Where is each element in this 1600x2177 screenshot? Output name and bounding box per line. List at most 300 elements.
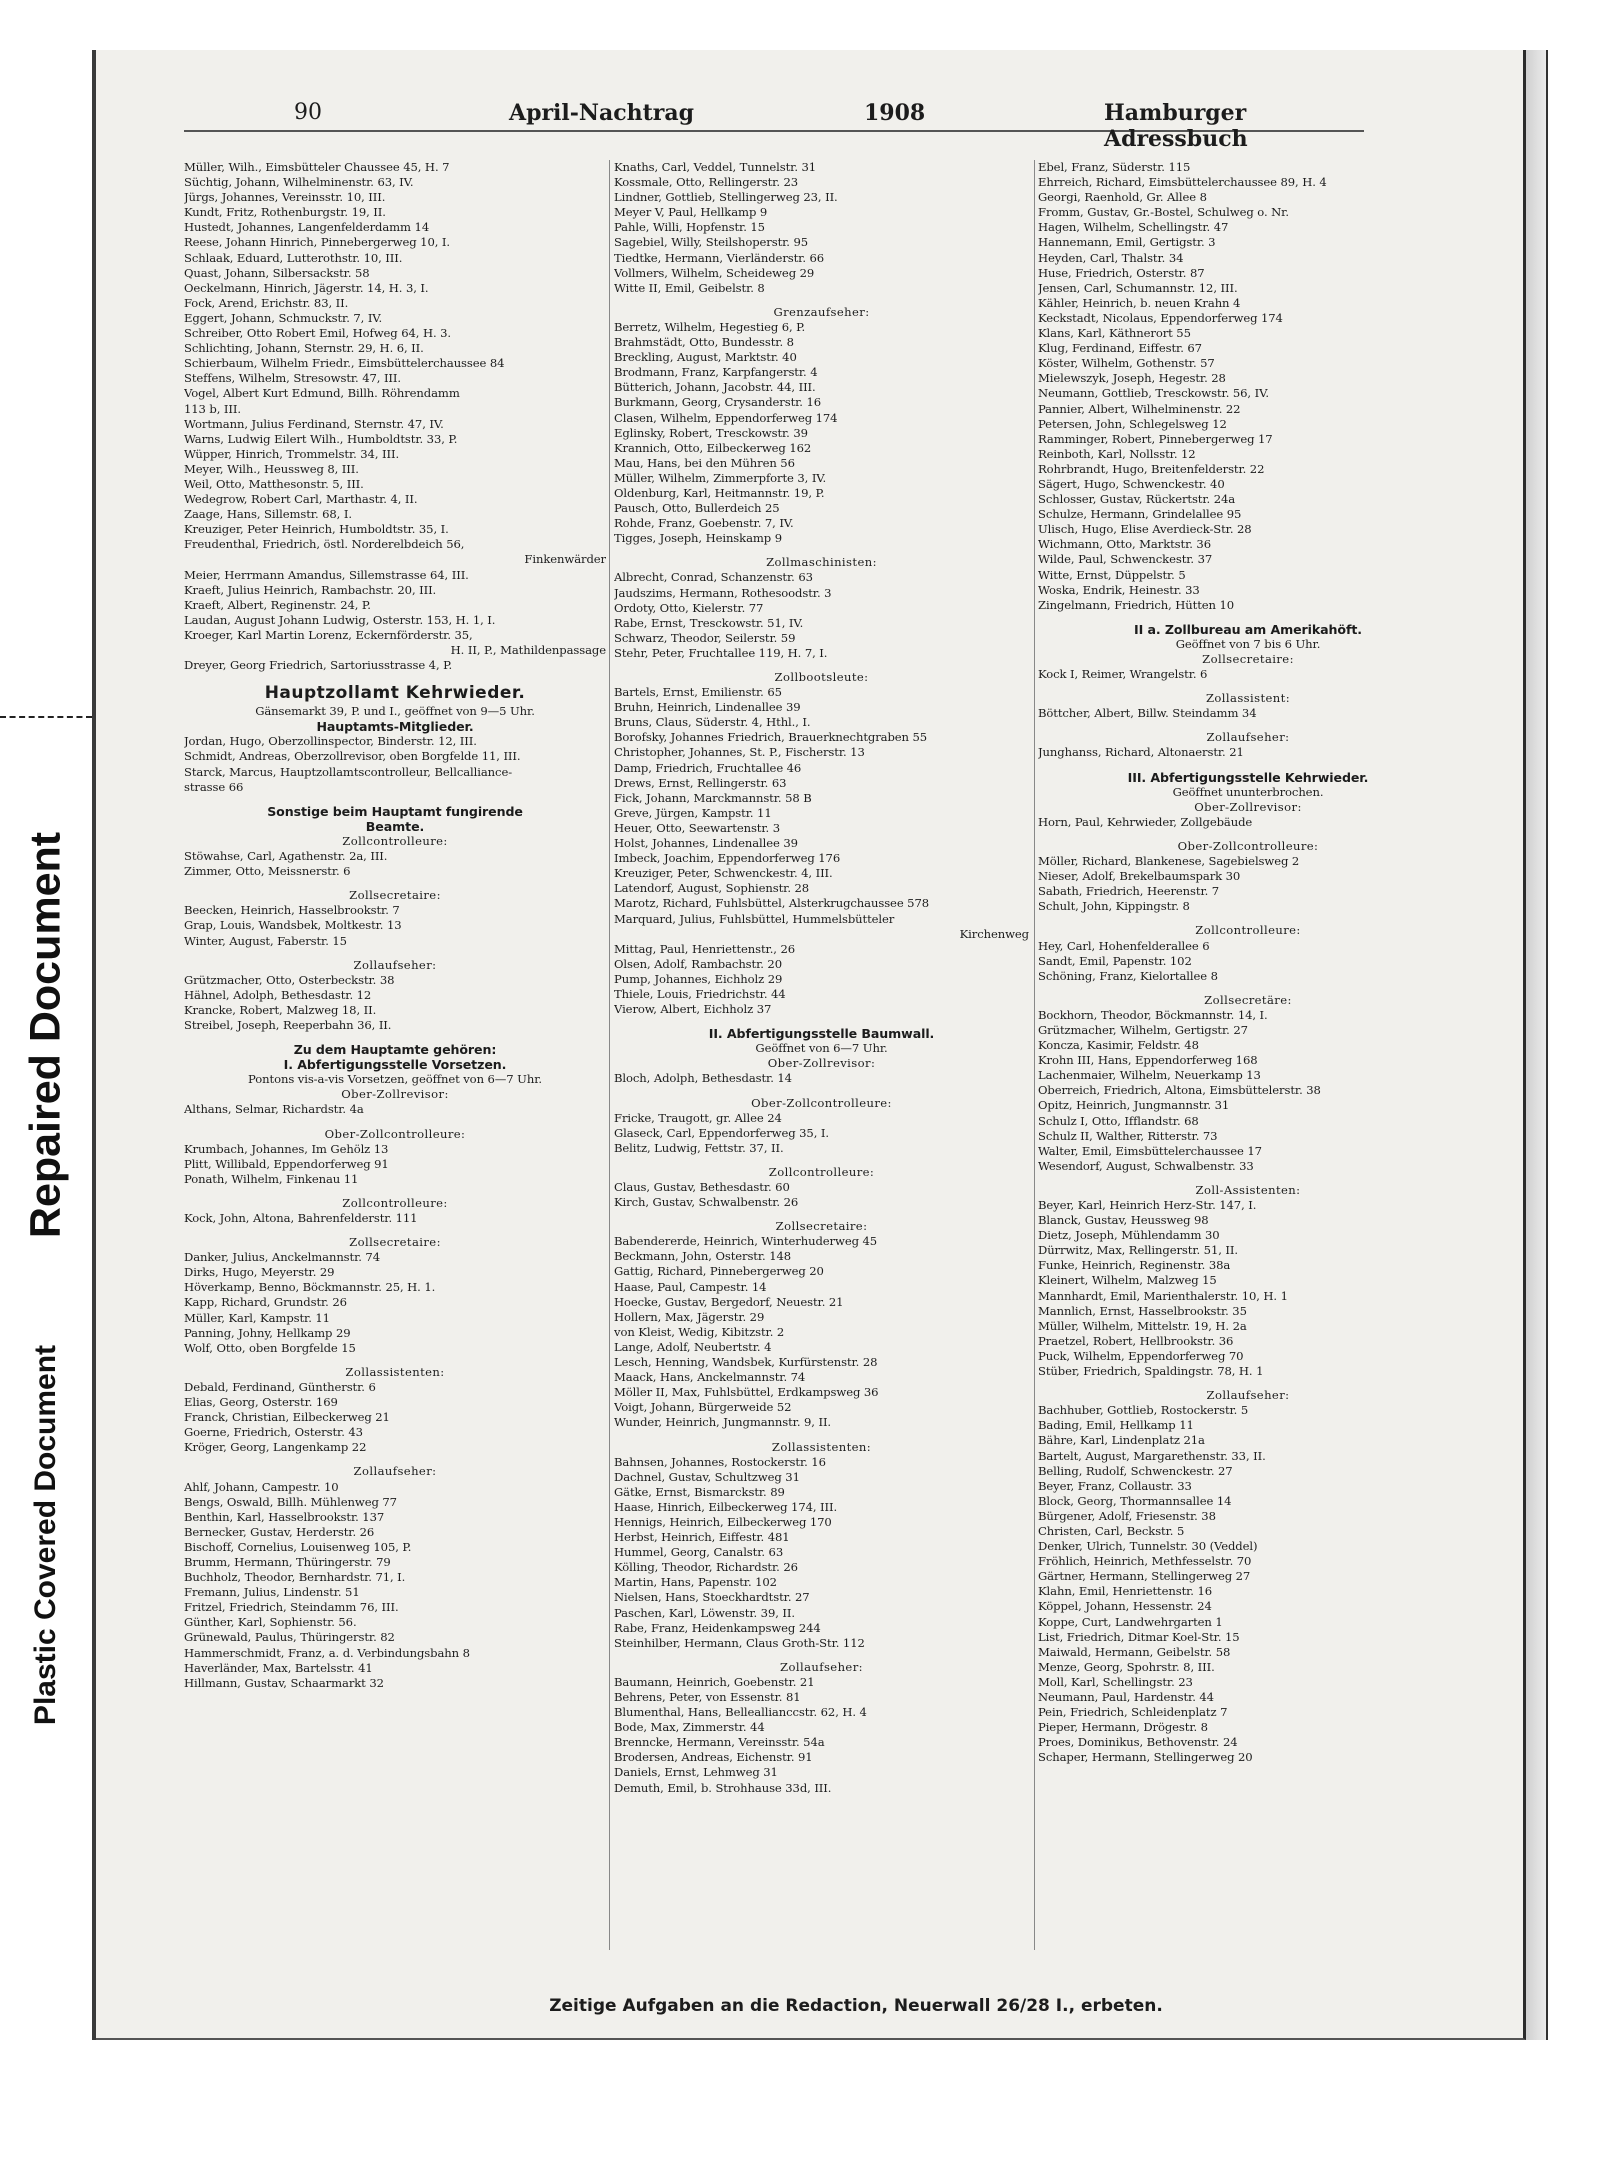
directory-entry: Breckling, August, Marktstr. 40 <box>614 350 797 365</box>
directory-entry: Böttcher, Albert, Billw. Steindamm 34 <box>1038 706 1257 721</box>
directory-entry: Wedegrow, Robert Carl, Marthastr. 4, II. <box>184 492 418 507</box>
directory-entry: Sandt, Emil, Papenstr. 102 <box>1038 953 1192 968</box>
directory-entry: Tigges, Joseph, Heinskamp 9 <box>614 531 782 546</box>
directory-entry: Hoecke, Gustav, Bergedorf, Neuestr. 21 <box>614 1294 844 1309</box>
directory-entry: Hillmann, Gustav, Schaarmarkt 32 <box>184 1675 384 1690</box>
role-heading: Zollcontrolleure: <box>342 833 448 848</box>
directory-entry: Mannlich, Ernst, Hasselbrookstr. 35 <box>1038 1303 1247 1318</box>
section-spacer <box>614 1017 1029 1026</box>
directory-entry: Sabath, Friedrich, Heerenstr. 7 <box>1038 884 1220 899</box>
supplement-title: April-Nachtrag <box>509 100 695 126</box>
role-heading: Zoll-Assistenten: <box>1195 1182 1301 1197</box>
directory-entry: Kapp, Richard, Grundstr. 26 <box>184 1295 347 1310</box>
directory-entry: Schlosser, Gustav, Rückertstr. 24a <box>1038 492 1236 507</box>
column-rule <box>609 160 610 1950</box>
directory-entry: Schulze, Hermann, Grindelallee 95 <box>1038 507 1242 522</box>
directory-entry: Brumm, Hermann, Thüringerstr. 79 <box>184 1554 391 1569</box>
directory-entry: Ponath, Wilhelm, Finkenau 11 <box>184 1171 359 1186</box>
directory-entry: Pump, Johannes, Eichholz 29 <box>614 971 783 986</box>
directory-entry: Krohn III, Hans, Eppendorferweg 168 <box>1038 1053 1258 1068</box>
directory-entry: Beyer, Franz, Collaustr. 33 <box>1038 1478 1192 1493</box>
directory-entry: Quast, Johann, Silbersackstr. 58 <box>184 265 370 280</box>
directory-entry: Bruns, Claus, Süderstr. 4, Hthl., I. <box>614 715 811 730</box>
directory-entry: Ramminger, Robert, Pinnebergerweg 17 <box>1038 431 1273 446</box>
directory-entry: Köster, Wilhelm, Gothenstr. 57 <box>1038 356 1215 371</box>
role-heading: Zollcontrolleure: <box>342 1195 448 1210</box>
directory-entry: Belitz, Ludwig, Fettstr. 37, II. <box>614 1140 784 1155</box>
directory-entry: Meyer V, Paul, Hellkamp 9 <box>614 205 768 220</box>
directory-entry: Belling, Rudolf, Schwenckestr. 27 <box>1038 1463 1233 1478</box>
section-spacer <box>184 1118 606 1127</box>
sidebar-divider <box>0 716 92 718</box>
directory-entry: Müller, Wilhelm, Mittelstr. 19, H. 2a <box>1038 1318 1247 1333</box>
directory-entry: Zimmer, Otto, Meissnerstr. 6 <box>184 864 351 879</box>
directory-entry: Kossmale, Otto, Rellingerstr. 23 <box>614 175 799 190</box>
directory-entry: Bähre, Karl, Lindenplatz 21a <box>1038 1433 1205 1448</box>
directory-entry: Fock, Arend, Erichstr. 83, II. <box>184 295 349 310</box>
directory-entry: Kraeft, Albert, Reginenstr. 24, P. <box>184 597 371 612</box>
directory-entry: strasse 66 <box>184 779 244 794</box>
directory-column-1 <box>184 160 606 1960</box>
section-spacer <box>1038 914 1458 923</box>
directory-entry: Kölling, Theodor, Richardstr. 26 <box>614 1560 798 1575</box>
directory-entry: Zaage, Hans, Sillemstr. 68, I. <box>184 507 352 522</box>
directory-entry: Blumenthal, Hans, Belleallianccstr. 62, H. 4 <box>614 1705 867 1720</box>
directory-entry: Denker, Ulrich, Tunnelstr. 30 (Veddel) <box>1038 1539 1258 1554</box>
directory-entry: Bengs, Oswald, Billh. Mühlenweg 77 <box>184 1494 397 1509</box>
role-heading: Grenzaufseher: <box>773 304 870 319</box>
directory-column-2 <box>614 160 1029 1960</box>
directory-entry: Mannhardt, Emil, Marienthalerstr. 10, H. 1 <box>1038 1288 1288 1303</box>
directory-entry: Kock I, Reimer, Wrangelstr. 6 <box>1038 667 1208 682</box>
role-heading: Zollaufseher: <box>1206 730 1290 745</box>
directory-entry: Witte II, Emil, Geibelstr. 8 <box>614 280 765 295</box>
directory-entry: Imbeck, Joachim, Eppendorferweg 176 <box>614 851 841 866</box>
directory-entry: Oeckelmann, Hinrich, Jägerstr. 14, H. 3, I. <box>184 280 429 295</box>
directory-entry: Voigt, Johann, Bürgerweide 52 <box>614 1400 792 1415</box>
directory-entry: Bartelt, August, Margarethenstr. 33, II. <box>1038 1448 1266 1463</box>
directory-entry: Rabe, Ernst, Tresckowstr. 51, IV. <box>614 615 804 630</box>
section-spacer <box>1038 984 1458 993</box>
directory-entry: Wunder, Heinrich, Jungmannstr. 9, II. <box>614 1415 832 1430</box>
role-heading: Zollaufseher: <box>1206 1388 1290 1403</box>
directory-entry: Nielsen, Hans, Stoeckhardtstr. 27 <box>614 1590 810 1605</box>
directory-entry: Praetzel, Robert, Hellbrookstr. 36 <box>1038 1333 1234 1348</box>
directory-entry: Bachhuber, Gottlieb, Rostockerstr. 5 <box>1038 1403 1249 1418</box>
directory-entry: Pannier, Albert, Wilhelminenstr. 22 <box>1038 401 1241 416</box>
directory-entry: Dirks, Hugo, Meyerstr. 29 <box>184 1265 335 1280</box>
directory-entry: Moll, Karl, Schellingstr. 23 <box>1038 1674 1193 1689</box>
directory-title: Hamburger Adressbuch <box>1104 100 1248 152</box>
directory-entry: Albrecht, Conrad, Schanzenstr. 63 <box>614 570 813 585</box>
directory-entry: Marquard, Julius, Fuhlsbüttel, Hummelsbütteler <box>614 911 895 926</box>
opening-hours: Gänsemarkt 39, P. und I., geöffnet von 9—5 Uhr. <box>255 704 535 719</box>
directory-entry: Dietz, Joseph, Mühlendamm 30 <box>1038 1228 1220 1243</box>
directory-entry: Beecken, Heinrich, Hasselbrookstr. 7 <box>184 903 400 918</box>
directory-entry: Babendererde, Heinrich, Winterhuderweg 45 <box>614 1234 878 1249</box>
directory-entry: Wichmann, Otto, Marktstr. 36 <box>1038 537 1211 552</box>
directory-entry: Puck, Wilhelm, Eppendorferweg 70 <box>1038 1348 1244 1363</box>
directory-entry: Claus, Gustav, Bethesdastr. 60 <box>614 1180 790 1194</box>
directory-entry: Möller, Richard, Blankenese, Sagebielsweg 2 <box>1038 854 1300 869</box>
directory-entry: Bernecker, Gustav, Herderstr. 26 <box>184 1524 375 1539</box>
directory-entry: Marotz, Richard, Fuhlsbüttel, Alsterkrugchaussee 578 <box>614 896 929 911</box>
section-spacer <box>184 1033 606 1042</box>
directory-entry: Haase, Hinrich, Eilbeckerweg 174, III. <box>614 1499 838 1514</box>
directory-entry: Schaper, Hermann, Stellingerweg 20 <box>1038 1750 1253 1765</box>
directory-entry: Grap, Louis, Wandsbek, Moltkestr. 13 <box>184 918 402 933</box>
directory-entry: Rabe, Franz, Heidenkampsweg 244 <box>614 1620 821 1635</box>
directory-entry: Keckstadt, Nicolaus, Eppendorferweg 174 <box>1038 310 1283 325</box>
section-spacer <box>184 795 606 804</box>
directory-entry: Goerne, Friedrich, Osterstr. 43 <box>184 1425 363 1440</box>
directory-entry: Steinhilber, Hermann, Claus Groth-Str. 112 <box>614 1635 865 1650</box>
directory-entry: Block, Georg, Thormannsallee 14 <box>1038 1493 1232 1508</box>
directory-entry: Hustedt, Johannes, Langenfelderdamm 14 <box>184 220 430 235</box>
role-heading: Zollcontrolleure: <box>1195 923 1301 938</box>
section-spacer <box>614 1156 1029 1165</box>
directory-entry: Clasen, Wilhelm, Eppendorferweg 174 <box>614 410 838 425</box>
opening-hours: Geöffnet ununterbrochen. <box>1172 784 1324 799</box>
role-heading: Zollbootsleute: <box>774 670 869 684</box>
directory-entry: Horn, Paul, Kehrwieder, Zollgebäude <box>1038 814 1253 829</box>
directory-entry: Greve, Jürgen, Kampstr. 11 <box>614 805 772 820</box>
directory-entry: Witte, Ernst, Düppelstr. 5 <box>1038 567 1186 582</box>
section-spacer <box>1038 761 1458 770</box>
directory-entry: Kundt, Fritz, Rothenburgstr. 19, II. <box>184 205 386 220</box>
role-heading: Zollsecretaire: <box>1202 652 1294 666</box>
directory-entry: Hagen, Wilhelm, Schellingstr. 47 <box>1038 220 1229 235</box>
page-number: 90 <box>294 100 322 125</box>
directory-entry: Mielewszyk, Joseph, Hegestr. 28 <box>1038 371 1226 386</box>
directory-entry: Grützmacher, Otto, Osterbeckstr. 38 <box>184 972 395 987</box>
directory-entry: Kähler, Heinrich, b. neuen Krahn 4 <box>1038 295 1241 310</box>
section-spacer <box>184 949 606 958</box>
directory-entry: Eggert, Johann, Schmuckstr. 7, IV. <box>184 310 383 325</box>
directory-entry: Winter, August, Faberstr. 15 <box>184 933 347 948</box>
directory-entry: Kirch, Gustav, Schwalbenstr. 26 <box>614 1195 799 1210</box>
directory-entry: Huse, Friedrich, Osterstr. 87 <box>1038 265 1205 280</box>
directory-entry: Hollern, Max, Jägerstr. 29 <box>614 1309 765 1324</box>
directory-entry: Grünewald, Paulus, Thüringerstr. 82 <box>184 1630 395 1645</box>
directory-entry: Vogel, Albert Kurt Edmund, Billh. Röhrendamm <box>184 386 460 401</box>
directory-entry: Schlaak, Eduard, Lutterothstr. 10, III. <box>184 250 403 265</box>
directory-entry: Elias, Georg, Osterstr. 169 <box>184 1395 338 1410</box>
directory-entry: Buchholz, Theodor, Bernhardstr. 71, I. <box>184 1570 406 1585</box>
directory-entry: Bockhorn, Theodor, Böckmannstr. 14, I. <box>1038 1007 1268 1022</box>
directory-entry: Althans, Selmar, Richardstr. 4a <box>184 1102 364 1117</box>
directory-entry: Berretz, Wilhelm, Hegestieg 6, P. <box>614 319 806 334</box>
repaired-document-label: Repaired Document <box>21 831 70 1239</box>
directory-entry: Menze, Georg, Spohrstr. 8, III. <box>1038 1659 1215 1674</box>
directory-entry: Pahle, Willi, Hopfenstr. 15 <box>614 220 765 235</box>
directory-entry: Vierow, Albert, Eichholz 37 <box>614 1002 772 1017</box>
section-spacer <box>614 1210 1029 1219</box>
directory-entry: Franck, Christian, Eilbeckerweg 21 <box>184 1410 390 1425</box>
directory-entry: Vollmers, Wilhelm, Scheideweg 29 <box>614 265 815 280</box>
directory-entry: Heyden, Carl, Thalstr. 34 <box>1038 250 1184 265</box>
directory-entry: Brodmann, Franz, Karpfangerstr. 4 <box>614 365 818 380</box>
directory-entry: Laudan, August Johann Ludwig, Osterstr. 153, H. 1, I. <box>184 612 496 627</box>
directory-entry: Ahlf, Johann, Campestr. 10 <box>184 1479 339 1494</box>
directory-entry: Warns, Ludwig Eilert Wilh., Humboldtstr. 33, P. <box>184 431 458 446</box>
directory-entry: Lange, Adolf, Neubertstr. 4 <box>614 1339 772 1354</box>
directory-entry: Burkmann, Georg, Crysanderstr. 16 <box>614 395 822 410</box>
directory-entry: Jordan, Hugo, Oberzollinspector, Binderstr. 12, III. <box>184 734 477 749</box>
directory-entry: Meyer, Wilh., Heussweg 8, III. <box>184 461 359 476</box>
role-heading: Zollsecretaire: <box>349 1235 441 1250</box>
directory-entry: Debald, Ferdinand, Güntherstr. 6 <box>184 1379 376 1394</box>
section-heading: Sonstige beim Hauptamt fungirende <box>267 803 523 819</box>
section-heading: I. Abfertigungsstelle Vorsetzen. <box>283 1057 507 1073</box>
section-heading: Beamte. <box>365 818 425 834</box>
directory-entry: Schwarz, Theodor, Seilerstr. 59 <box>614 630 796 645</box>
directory-entry: Daniels, Ernst, Lehmweg 31 <box>614 1765 778 1780</box>
directory-entry: Nieser, Adolf, Brekelbaumspark 30 <box>1038 869 1241 884</box>
role-heading: Zollaufseher: <box>780 1659 863 1674</box>
section-spacer <box>614 1087 1029 1096</box>
directory-entry: Ebel, Franz, Süderstr. 115 <box>1038 160 1191 174</box>
directory-entry: Kreuziger, Peter Heinrich, Humboldtstr. 35, I. <box>184 522 449 537</box>
section-spacer <box>614 661 1029 670</box>
directory-entry: Wüpper, Hinrich, Trommelstr. 34, III. <box>184 446 400 461</box>
role-heading: Zollaufseher: <box>353 1464 437 1479</box>
directory-entry: Krannich, Otto, Eilbeckerweg 162 <box>614 440 812 455</box>
role-heading: Ober-Zollcontrolleure: <box>324 1126 466 1141</box>
directory-entry: Stüber, Friedrich, Spaldingstr. 78, H. 1 <box>1038 1364 1264 1379</box>
directory-entry: Schmidt, Andreas, Oberzollrevisor, oben Borgfelde 11, III. <box>184 749 521 764</box>
directory-entry: Drews, Ernst, Rellingerstr. 63 <box>614 775 787 790</box>
section-heading: II a. Zollbureau am Amerikahöft. <box>1134 621 1362 637</box>
directory-entry: Koncza, Kasimir, Feldstr. 48 <box>1038 1038 1199 1053</box>
directory-entry: Bloch, Adolph, Bethesdastr. 14 <box>614 1071 792 1086</box>
directory-entry: Herbst, Heinrich, Eiffestr. 481 <box>614 1530 790 1545</box>
section-spacer <box>614 1651 1029 1660</box>
role-heading: Zollsecretäre: <box>1204 992 1292 1007</box>
directory-entry: Klans, Karl, Käthnerort 55 <box>1038 326 1191 341</box>
directory-entry: Neumann, Paul, Hardenstr. 44 <box>1038 1690 1214 1704</box>
opening-hours: Geöffnet von 7 bis 6 Uhr. <box>1175 636 1321 651</box>
directory-entry: Gattig, Richard, Pinnebergerweg 20 <box>614 1264 824 1279</box>
directory-entry: Kroeger, Karl Martin Lorenz, Eckernförderstr. 35, <box>184 627 473 642</box>
page-header <box>184 100 1364 152</box>
role-heading: Ober-Zollrevisor: <box>341 1087 449 1102</box>
directory-entry: Tiedtke, Hermann, Vierländerstr. 66 <box>614 250 825 265</box>
directory-entry: Bartels, Ernst, Emilienstr. 65 <box>614 685 782 700</box>
directory-entry: Hennigs, Heinrich, Eilbeckerweg 170 <box>614 1514 832 1529</box>
section-spacer <box>184 1356 606 1365</box>
section-spacer <box>1038 1379 1458 1388</box>
directory-entry: Krancke, Robert, Malzweg 18, II. <box>184 1002 377 1017</box>
section-spacer <box>614 546 1029 555</box>
directory-entry: Koppe, Curt, Landwehrgarten 1 <box>1038 1614 1223 1629</box>
directory-entry: Kreuziger, Peter, Schwenckestr. 4, III. <box>614 866 833 881</box>
directory-entry: Lesch, Henning, Wandsbek, Kurfürstenstr. 28 <box>614 1355 878 1370</box>
directory-entry: Zingelmann, Friedrich, Hütten 10 <box>1038 597 1235 612</box>
directory-entry: Müller, Wilh., Eimsbütteler Chaussee 45, H. 7 <box>184 160 450 174</box>
section-heading: II. Abfertigungsstelle Baumwall. <box>708 1026 935 1042</box>
entry-continuation: Finkenwärder <box>524 552 606 567</box>
directory-entry: Christen, Carl, Beckstr. 5 <box>1038 1523 1185 1538</box>
directory-entry: Bruhn, Heinrich, Lindenallee 39 <box>614 700 801 715</box>
directory-entry: Brodersen, Andreas, Eichenstr. 91 <box>614 1750 813 1765</box>
directory-column-3 <box>1038 160 1458 1960</box>
role-heading: Zollsecretaire: <box>775 1219 868 1234</box>
role-heading: Ober-Zollcontrolleure: <box>751 1095 892 1110</box>
directory-entry: Fricke, Traugott, gr. Allee 24 <box>614 1110 782 1125</box>
directory-entry: Weil, Otto, Matthesonstr. 5, III. <box>184 476 364 491</box>
directory-entry: Woska, Endrik, Heinestr. 33 <box>1038 582 1200 597</box>
directory-entry: Kleinert, Wilhelm, Malzweg 15 <box>1038 1273 1217 1288</box>
section-spacer <box>1038 830 1458 839</box>
directory-entry: Jaudszims, Hermann, Rothesoodstr. 3 <box>614 585 832 600</box>
directory-entry: Köppel, Johann, Hessenstr. 24 <box>1038 1599 1212 1614</box>
directory-entry: Sagebiel, Willy, Steilshoperstr. 95 <box>614 235 809 250</box>
scan-edge-right <box>1526 50 1548 2040</box>
directory-entry: Klahn, Emil, Henriettenstr. 16 <box>1038 1584 1213 1599</box>
section-heading: Hauptzollamt Kehrwieder. <box>264 683 526 704</box>
directory-entry: Baumann, Heinrich, Goebenstr. 21 <box>614 1674 815 1689</box>
directory-entry: Fröhlich, Heinrich, Methfesselstr. 70 <box>1038 1554 1252 1569</box>
directory-entry: Gärtner, Hermann, Stellingerweg 27 <box>1038 1569 1251 1584</box>
directory-entry: Kock, John, Altona, Bahrenfelderstr. 111 <box>184 1211 418 1225</box>
directory-entry: Blanck, Gustav, Heussweg 98 <box>1038 1213 1209 1228</box>
directory-entry: Schulz II, Walther, Ritterstr. 73 <box>1038 1128 1218 1143</box>
directory-entry: Lindner, Gottlieb, Stellingerweg 23, II. <box>614 190 838 205</box>
role-heading: Zollsecretaire: <box>349 888 441 903</box>
directory-entry: Sägert, Hugo, Schwenckestr. 40 <box>1038 476 1225 491</box>
directory-entry: Proes, Dominikus, Bethovenstr. 24 <box>1038 1735 1238 1750</box>
edition-year: 1908 <box>864 100 926 126</box>
directory-entry: Pausch, Otto, Bullerdeich 25 <box>614 501 780 516</box>
section-spacer <box>184 1226 606 1235</box>
section-spacer <box>184 673 606 682</box>
directory-entry: Süchtig, Johann, Wilhelminenstr. 63, IV. <box>184 175 414 190</box>
directory-entry: Pieper, Hermann, Drögestr. 8 <box>1038 1720 1208 1735</box>
directory-entry: Opitz, Heinrich, Jungmannstr. 31 <box>1038 1098 1230 1113</box>
directory-entry: Christopher, Johannes, St. P., Fischerstr. 13 <box>614 745 865 760</box>
directory-entry: Streibel, Joseph, Reeperbahn 36, II. <box>184 1017 392 1032</box>
directory-entry: von Kleist, Wedig, Kibitzstr. 2 <box>614 1324 785 1339</box>
directory-entry: Wolf, Otto, oben Borgfelde 15 <box>184 1340 356 1355</box>
directory-entry: Freudenthal, Friedrich, östl. Norderelbdeich 56, <box>184 537 465 552</box>
opening-hours: Geöffnet von 6—7 Uhr. <box>755 1041 888 1056</box>
directory-entry: Funke, Heinrich, Reginenstr. 38a <box>1038 1258 1231 1273</box>
role-heading: Zollcontrolleure: <box>768 1164 875 1179</box>
directory-entry: Haase, Paul, Campestr. 14 <box>614 1279 767 1294</box>
section-heading: Zu dem Hauptamte gehören: <box>293 1042 497 1058</box>
directory-entry: Schreiber, Otto Robert Emil, Hofweg 64, H. 3. <box>184 326 451 341</box>
directory-entry: Rohrbrandt, Hugo, Breitenfelderstr. 22 <box>1038 461 1265 476</box>
directory-entry: Eglinsky, Robert, Tresckowstr. 39 <box>614 425 808 440</box>
role-heading: Ober-Zollrevisor: <box>767 1056 876 1071</box>
directory-entry: Steffens, Wilhelm, Stresowstr. 47, III. <box>184 371 401 386</box>
role-heading: Zollassistenten: <box>345 1364 445 1379</box>
directory-entry: 113 b, III. <box>184 401 241 416</box>
directory-entry: Olsen, Adolf, Rambachstr. 20 <box>614 956 782 971</box>
directory-entry: Latendorf, August, Sophienstr. 28 <box>614 881 810 896</box>
directory-entry: List, Friedrich, Ditmar Koel-Str. 15 <box>1038 1629 1240 1644</box>
directory-entry: Oberreich, Friedrich, Altona, Eimsbüttelerstr. 38 <box>1038 1083 1321 1098</box>
directory-entry: Hähnel, Adolph, Bethesdastr. 12 <box>184 987 372 1002</box>
role-heading: Ober-Zollcontrolleure: <box>1177 838 1319 853</box>
directory-entry: Mittag, Paul, Henriettenstr., 26 <box>614 941 796 956</box>
section-heading: III. Abfertigungsstelle Kehrwieder. <box>1127 769 1369 785</box>
directory-entry: Hummel, Georg, Canalstr. 63 <box>614 1545 784 1560</box>
directory-entry: Höverkamp, Benno, Böckmannstr. 25, H. 1. <box>184 1280 436 1295</box>
directory-entry: Mau, Hans, bei den Mühren 56 <box>614 455 795 470</box>
directory-entry: Petersen, John, Schlegelsweg 12 <box>1038 416 1227 431</box>
editorial-notice: Zeitige Aufgaben an die Redaction, Neuerwall 26/28 I., erbeten. <box>549 1996 1163 2016</box>
directory-entry: Behrens, Peter, von Essenstr. 81 <box>614 1690 801 1704</box>
directory-entry: Fremann, Julius, Lindenstr. 51 <box>184 1585 360 1600</box>
directory-entry: Junghanss, Richard, Altonaerstr. 21 <box>1038 745 1244 760</box>
directory-entry: Schierbaum, Wilhelm Friedr., Eimsbüttelerchaussee 84 <box>184 356 505 371</box>
directory-entry: Wilde, Paul, Schwenckestr. 37 <box>1038 552 1213 567</box>
directory-entry: Martin, Hans, Papenstr. 102 <box>614 1575 777 1590</box>
plastic-covered-document-label: Plastic Covered Document <box>29 1344 62 1726</box>
directory-entry: Hannemann, Emil, Gertigstr. 3 <box>1038 235 1216 250</box>
directory-entry: Hammerschmidt, Franz, a. d. Verbindungsbahn 8 <box>184 1645 470 1660</box>
directory-entry: Maiwald, Hermann, Geibelstr. 58 <box>1038 1644 1231 1659</box>
document-type-sidebar <box>0 0 92 2177</box>
directory-entry: Schult, John, Kippingstr. 8 <box>1038 899 1190 914</box>
section-spacer <box>614 1431 1029 1440</box>
directory-entry: Dachnel, Gustav, Schultzweg 31 <box>614 1469 800 1484</box>
directory-entry: Kröger, Georg, Langenkamp 22 <box>184 1440 367 1455</box>
directory-entry: Dürrwitz, Max, Rellingerstr. 51, II. <box>1038 1243 1238 1258</box>
section-spacer <box>184 879 606 888</box>
directory-entry: Danker, Julius, Anckelmannstr. 74 <box>184 1250 380 1265</box>
directory-entry: Meier, Herrmann Amandus, Sillemstrasse 64, III. <box>184 567 469 582</box>
directory-entry: Müller, Karl, Kampstr. 11 <box>184 1310 330 1325</box>
directory-entry: Klug, Ferdinand, Eiffestr. 67 <box>1038 341 1202 356</box>
role-heading: Ober-Zollrevisor: <box>1194 799 1302 814</box>
directory-entry: Fromm, Gustav, Gr.-Bostel, Schulweg o. Nr. <box>1038 205 1289 220</box>
directory-entry: Holst, Johannes, Lindenallee 39 <box>614 836 798 851</box>
directory-entry: Dreyer, Georg Friedrich, Sartoriusstrasse 4, P. <box>184 658 453 673</box>
directory-entry: Fick, Johann, Marckmannstr. 58 B <box>614 790 812 805</box>
section-spacer <box>184 1455 606 1464</box>
directory-entry: Bahnsen, Johannes, Rostockerstr. 16 <box>614 1454 826 1469</box>
directory-entry: Beyer, Karl, Heinrich Herz-Str. 147, I. <box>1038 1198 1257 1212</box>
directory-entry: Bürgener, Adolf, Friesenstr. 38 <box>1038 1508 1216 1523</box>
directory-entry: Ordoty, Otto, Kielerstr. 77 <box>614 600 764 615</box>
directory-entry: Glaseck, Carl, Eppendorferweg 35, I. <box>614 1125 829 1140</box>
directory-entry: Walter, Emil, Eimsbüttelerchaussee 17 <box>1038 1143 1262 1158</box>
column-rule <box>1034 160 1035 1950</box>
directory-entry: Pein, Friedrich, Schleidenplatz 7 <box>1038 1705 1228 1720</box>
directory-entry: Kraeft, Julius Heinrich, Rambachstr. 20, III. <box>184 582 437 597</box>
directory-entry: Maack, Hans, Anckelmannstr. 74 <box>614 1370 806 1385</box>
section-spacer <box>1038 682 1458 691</box>
directory-entry: Grützmacher, Wilhelm, Gertigstr. 27 <box>1038 1022 1248 1037</box>
directory-entry: Haverländer, Max, Bartelsstr. 41 <box>184 1660 373 1675</box>
directory-entry: Müller, Wilhelm, Zimmerpforte 3, IV. <box>614 470 827 485</box>
directory-entry: Wesendorf, August, Schwalbenstr. 33 <box>1038 1158 1254 1173</box>
directory-entry: Beckmann, John, Osterstr. 148 <box>614 1249 792 1264</box>
directory-entry: Reinboth, Karl, Nollsstr. 12 <box>1038 446 1196 461</box>
directory-entry: Brahmstädt, Otto, Bundesstr. 8 <box>614 335 794 350</box>
directory-entry: Benthin, Karl, Hasselbrookstr. 137 <box>184 1509 385 1524</box>
role-heading: Zollassistenten: <box>771 1439 872 1454</box>
directory-entry: Gätke, Ernst, Bismarckstr. 89 <box>614 1484 785 1499</box>
directory-entry: Starck, Marcus, Hauptzollamtscontrolleur, Bellcalliance- <box>184 764 513 779</box>
directory-entry: Stehr, Peter, Fruchtallee 119, H. 7, I. <box>614 645 828 660</box>
directory-entry: Plitt, Willibald, Eppendorferweg 91 <box>184 1156 389 1171</box>
directory-entry: Neumann, Gottlieb, Tresckowstr. 56, IV. <box>1038 386 1269 401</box>
directory-entry: Bischoff, Cornelius, Louisenweg 105, P. <box>184 1539 412 1554</box>
